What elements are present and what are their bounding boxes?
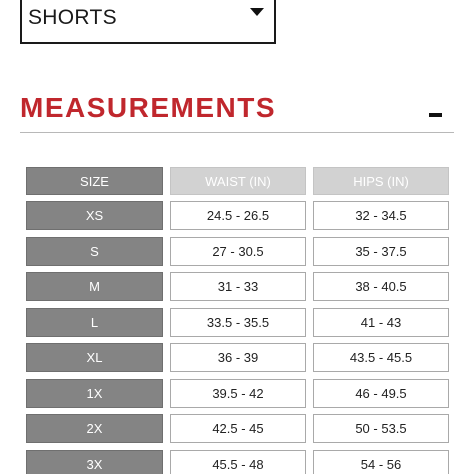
category-selected-value: SHORTS <box>28 6 117 29</box>
column-header-waist: WAIST (IN) <box>170 167 306 195</box>
hips-value-cell: 41 - 43 <box>313 308 449 337</box>
column-header-hips: HIPS (IN) <box>313 167 449 195</box>
hips-value-cell: 43.5 - 45.5 <box>313 343 449 372</box>
column-header-size: SIZE <box>26 167 163 195</box>
hips-value-cell: 35 - 37.5 <box>313 237 449 266</box>
size-label-cell: 1X <box>26 379 163 408</box>
section-divider <box>20 132 454 133</box>
waist-value-cell: 36 - 39 <box>170 343 306 372</box>
waist-value-cell: 24.5 - 26.5 <box>170 201 306 230</box>
hips-value-cell: 38 - 40.5 <box>313 272 449 301</box>
size-label-cell: XS <box>26 201 163 230</box>
waist-value-cell: 33.5 - 35.5 <box>170 308 306 337</box>
size-label-cell: 2X <box>26 414 163 443</box>
size-label-cell: 3X <box>26 450 163 474</box>
collapse-toggle-button[interactable] <box>426 102 446 118</box>
hips-value-cell: 32 - 34.5 <box>313 201 449 230</box>
waist-value-cell: 39.5 - 42 <box>170 379 306 408</box>
waist-value-cell: 27 - 30.5 <box>170 237 306 266</box>
hips-value-cell: 54 - 56 <box>313 450 449 474</box>
minus-icon <box>429 113 442 117</box>
section-title: MEASUREMENTS <box>20 92 277 123</box>
triangle-down-icon <box>250 8 264 16</box>
size-label-cell: S <box>26 237 163 266</box>
waist-value-cell: 42.5 - 45 <box>170 414 306 443</box>
waist-value-cell: 45.5 - 48 <box>170 450 306 474</box>
waist-value-cell: 31 - 33 <box>170 272 306 301</box>
size-label-cell: M <box>26 272 163 301</box>
size-label-cell: L <box>26 308 163 337</box>
category-dropdown[interactable] <box>20 0 276 44</box>
hips-value-cell: 46 - 49.5 <box>313 379 449 408</box>
hips-value-cell: 50 - 53.5 <box>313 414 449 443</box>
size-label-cell: XL <box>26 343 163 372</box>
